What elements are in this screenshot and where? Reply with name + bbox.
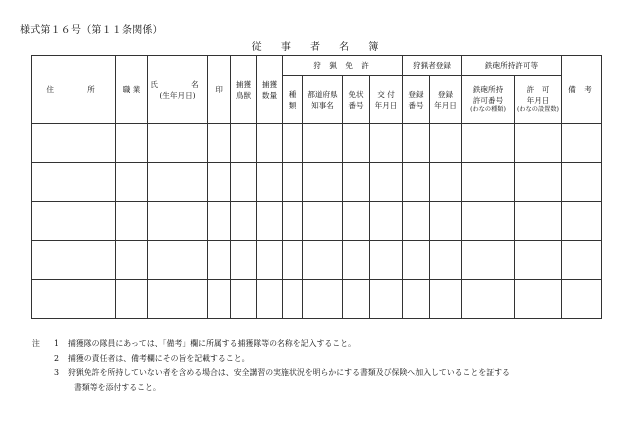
entry-cell[interactable] bbox=[208, 124, 231, 163]
note-text: 狩猟免許を所持していない者を含める場合は、安全講習の実施状況を明らかにする書類及び保険へ加入していることを証する bbox=[68, 368, 510, 377]
entry-cell[interactable] bbox=[116, 202, 148, 241]
data-rows bbox=[32, 124, 602, 319]
entry-cell[interactable] bbox=[515, 241, 562, 280]
entry-cell[interactable] bbox=[257, 163, 283, 202]
entry-cell[interactable] bbox=[562, 241, 602, 280]
entry-cell[interactable] bbox=[303, 202, 343, 241]
header-name: 氏 名 (生年月日) bbox=[148, 56, 208, 124]
entry-cell[interactable] bbox=[303, 241, 343, 280]
document-title: 従 事 者 名 簿 bbox=[251, 42, 387, 53]
entry-cell[interactable] bbox=[257, 280, 283, 319]
entry-cell[interactable] bbox=[257, 124, 283, 163]
entry-cell[interactable] bbox=[231, 163, 257, 202]
header-registration-number: 登録 番号 bbox=[403, 76, 430, 124]
header-gun-permit-number: 鉄砲所持 許可番号 (わなの種類) bbox=[462, 76, 515, 124]
entry-cell[interactable] bbox=[208, 202, 231, 241]
entry-cell[interactable] bbox=[257, 241, 283, 280]
entry-cell[interactable] bbox=[462, 202, 515, 241]
header-seal: 印 bbox=[208, 56, 231, 124]
entry-cell[interactable] bbox=[370, 163, 403, 202]
entry-cell[interactable] bbox=[148, 280, 208, 319]
entry-cell[interactable] bbox=[32, 124, 116, 163]
entry-cell[interactable] bbox=[430, 241, 462, 280]
note-text: 捕獲の責任者は、備考欄にその旨を記載すること。 bbox=[68, 353, 250, 363]
entry-cell[interactable] bbox=[370, 280, 403, 319]
entry-cell[interactable] bbox=[148, 241, 208, 280]
entry-cell[interactable] bbox=[430, 202, 462, 241]
entry-cell[interactable] bbox=[462, 241, 515, 280]
entry-cell[interactable] bbox=[116, 241, 148, 280]
entry-cell[interactable] bbox=[116, 124, 148, 163]
entry-cell[interactable] bbox=[515, 280, 562, 319]
header-license-type: 種 類 bbox=[283, 76, 303, 124]
note-number: 2 bbox=[54, 353, 60, 363]
notes-lead: 注 bbox=[32, 339, 40, 348]
entry-cell[interactable] bbox=[403, 124, 430, 163]
entry-cell[interactable] bbox=[283, 163, 303, 202]
entry-cell[interactable] bbox=[370, 202, 403, 241]
entry-cell[interactable] bbox=[283, 202, 303, 241]
entry-cell[interactable] bbox=[403, 280, 430, 319]
entry-cell[interactable] bbox=[370, 241, 403, 280]
entry-cell[interactable] bbox=[231, 124, 257, 163]
entry-cell[interactable] bbox=[462, 124, 515, 163]
header-row-1 bbox=[32, 56, 602, 76]
entry-cell[interactable] bbox=[403, 241, 430, 280]
note-text: 捕獲隊の隊員にあっては、「備考」欄に所属する捕獲隊等の名称を記入すること。 bbox=[68, 339, 356, 348]
entry-cell[interactable] bbox=[231, 280, 257, 319]
table-row bbox=[32, 241, 602, 280]
entry-cell[interactable] bbox=[257, 202, 283, 241]
entry-cell[interactable] bbox=[515, 163, 562, 202]
header-occupation: 職 業 bbox=[116, 56, 148, 124]
entry-cell[interactable] bbox=[562, 163, 602, 202]
header-capture-species: 捕獲 鳥獣 bbox=[231, 56, 257, 124]
note-item bbox=[32, 366, 618, 381]
entry-cell[interactable] bbox=[231, 202, 257, 241]
header-capture-count: 捕獲 数量 bbox=[257, 56, 283, 124]
entry-cell[interactable] bbox=[303, 163, 343, 202]
entry-cell[interactable] bbox=[430, 163, 462, 202]
entry-cell[interactable] bbox=[403, 163, 430, 202]
entry-cell[interactable] bbox=[283, 280, 303, 319]
table-row bbox=[32, 202, 602, 241]
entry-cell[interactable] bbox=[116, 280, 148, 319]
note-item bbox=[32, 352, 618, 367]
entry-cell[interactable] bbox=[303, 124, 343, 163]
header-license-date: 交 付 年月日 bbox=[370, 76, 403, 124]
entry-cell[interactable] bbox=[148, 163, 208, 202]
entry-cell[interactable] bbox=[283, 241, 303, 280]
entry-cell[interactable] bbox=[208, 163, 231, 202]
table-row bbox=[32, 163, 602, 202]
entry-cell[interactable] bbox=[303, 280, 343, 319]
entry-cell[interactable] bbox=[515, 202, 562, 241]
entry-cell[interactable] bbox=[403, 202, 430, 241]
entry-cell[interactable] bbox=[343, 241, 370, 280]
form-number: 様式第１６号（第１１条関係） bbox=[20, 25, 163, 36]
entry-cell[interactable] bbox=[430, 124, 462, 163]
entry-cell[interactable] bbox=[462, 280, 515, 319]
notes bbox=[32, 337, 618, 395]
entry-cell[interactable] bbox=[515, 124, 562, 163]
header-address: 住 所 bbox=[32, 56, 116, 124]
header-hunter-registration: 狩猟者登録 bbox=[403, 56, 462, 76]
entry-cell[interactable] bbox=[343, 202, 370, 241]
entry-cell[interactable] bbox=[208, 280, 231, 319]
entry-cell[interactable] bbox=[343, 280, 370, 319]
note-number: 1 bbox=[54, 339, 60, 348]
table-row bbox=[32, 280, 602, 319]
entry-cell[interactable] bbox=[32, 280, 116, 319]
entry-cell[interactable] bbox=[32, 163, 116, 202]
entry-cell[interactable] bbox=[343, 163, 370, 202]
entry-cell[interactable] bbox=[116, 163, 148, 202]
entry-cell[interactable] bbox=[562, 124, 602, 163]
entry-cell[interactable] bbox=[208, 241, 231, 280]
worker-register-table bbox=[31, 55, 602, 319]
header-gun-permit: 鉄砲所持許可等 bbox=[462, 56, 562, 76]
entry-cell[interactable] bbox=[343, 124, 370, 163]
entry-cell[interactable] bbox=[562, 280, 602, 319]
header-remarks: 備 考 bbox=[562, 56, 602, 124]
note-number: 3 bbox=[54, 368, 60, 377]
entry-cell[interactable] bbox=[370, 124, 403, 163]
entry-cell[interactable] bbox=[562, 202, 602, 241]
note-item bbox=[32, 337, 618, 352]
entry-cell[interactable] bbox=[283, 124, 303, 163]
header-gun-permit-date: 許 可 年月日 (わなの設置数) bbox=[515, 76, 562, 124]
note-continuation: 書類等を添付すること。 bbox=[74, 382, 161, 392]
entry-cell[interactable] bbox=[32, 241, 116, 280]
entry-cell[interactable] bbox=[430, 280, 462, 319]
entry-cell[interactable] bbox=[148, 124, 208, 163]
header-hunting-license: 狩 猟 免 許 bbox=[283, 56, 403, 76]
table-row bbox=[32, 124, 602, 163]
entry-cell[interactable] bbox=[462, 163, 515, 202]
entry-cell[interactable] bbox=[32, 202, 116, 241]
header-license-number: 免状 番号 bbox=[343, 76, 370, 124]
entry-cell[interactable] bbox=[148, 202, 208, 241]
header-registration-date: 登録 年月日 bbox=[430, 76, 462, 124]
header-license-governor: 都道府県 知事名 bbox=[303, 76, 343, 124]
entry-cell[interactable] bbox=[231, 241, 257, 280]
